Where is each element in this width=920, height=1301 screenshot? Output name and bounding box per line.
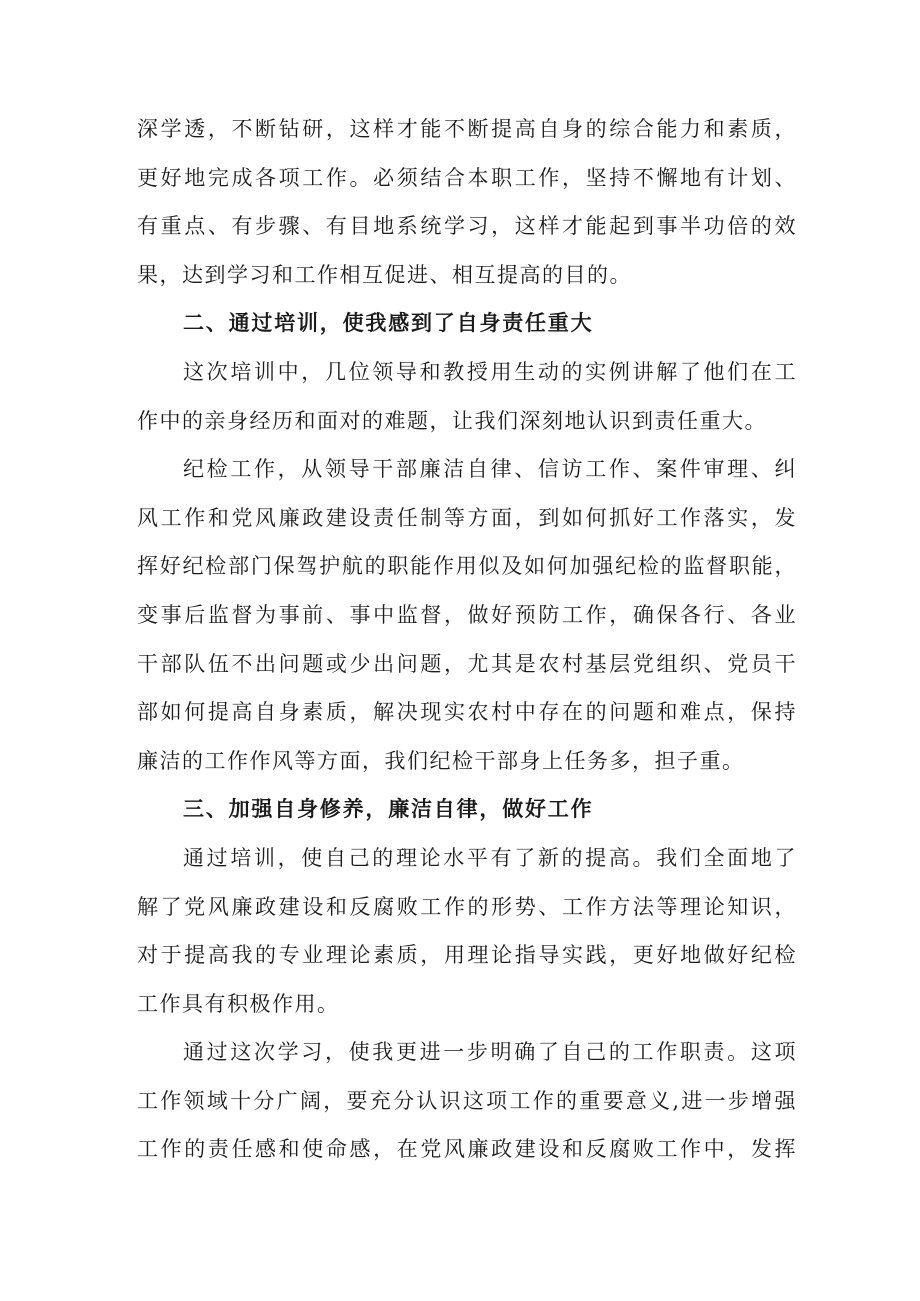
section-heading-3: 三、加强自身修养，廉洁自律，做好工作	[183, 796, 594, 822]
paragraph-line: 挥好纪检部门保驾护航的职能作用似及如何加强纪检的监督职能，	[137, 554, 797, 579]
paragraph-line: 更好地完成各项工作。必须结合本职工作，坚持不懈地有计划、	[137, 165, 797, 190]
paragraph-line: 风工作和党风廉政建设责任制等方面，到如何抓好工作落实，发	[137, 505, 797, 530]
paragraph-line: 工作具有积极作用。	[137, 991, 340, 1016]
paragraph-line: 干部队伍不出问题或少出问题，尤其是农村基层党组织、党员干	[137, 651, 797, 676]
paragraph-line: 果，达到学习和工作相互促进、相互提高的目的。	[137, 262, 632, 287]
paragraph-line: 对于提高我的专业理论素质，用理论指导实践，更好地做好纪检	[137, 943, 797, 968]
paragraph-line: 廉洁的工作作风等方面，我们纪检干部身上任务多，担子重。	[137, 748, 745, 773]
paragraph-line: 工作的责任感和使命感，在党风廉政建设和反腐败工作中，发挥	[137, 1137, 797, 1162]
paragraph-line: 工作领域十分广阔，要充分认识这项工作的重要意义,进一步增强	[137, 1088, 797, 1113]
paragraph-line: 纪检工作，从领导干部廉洁自律、信访工作、案件审理、纠	[183, 457, 797, 482]
section-heading-2: 二、通过培训，使我感到了自身责任重大	[183, 310, 594, 336]
paragraph-line: 这次培训中，几位领导和教授用生动的实例讲解了他们在工	[183, 359, 797, 384]
paragraph-line: 通过培训，使自己的理论水平有了新的提高。我们全面地了	[183, 845, 797, 870]
document-page	[137, 105, 797, 1174]
paragraph-line: 部如何提高自身素质，解决现实农村中存在的问题和难点，保持	[137, 700, 797, 725]
paragraph-line: 通过这次学习，使我更进一步明确了自己的工作职责。这项	[183, 1040, 797, 1065]
paragraph-line: 作中的亲身经历和面对的难题，让我们深刻地认识到责任重大。	[137, 408, 767, 433]
paragraph-line: 变事后监督为事前、事中监督，做好预防工作，确保各行、各业	[137, 602, 797, 627]
paragraph-line: 有重点、有步骤、有目地系统学习，这样才能起到事半功倍的效	[137, 214, 797, 239]
paragraph-line: 深学透，不断钻研，这样才能不断提高自身的综合能力和素质，	[137, 117, 797, 141]
paragraph-line: 解了党风廉政建设和反腐败工作的形势、工作方法等理论知识，	[137, 894, 797, 919]
